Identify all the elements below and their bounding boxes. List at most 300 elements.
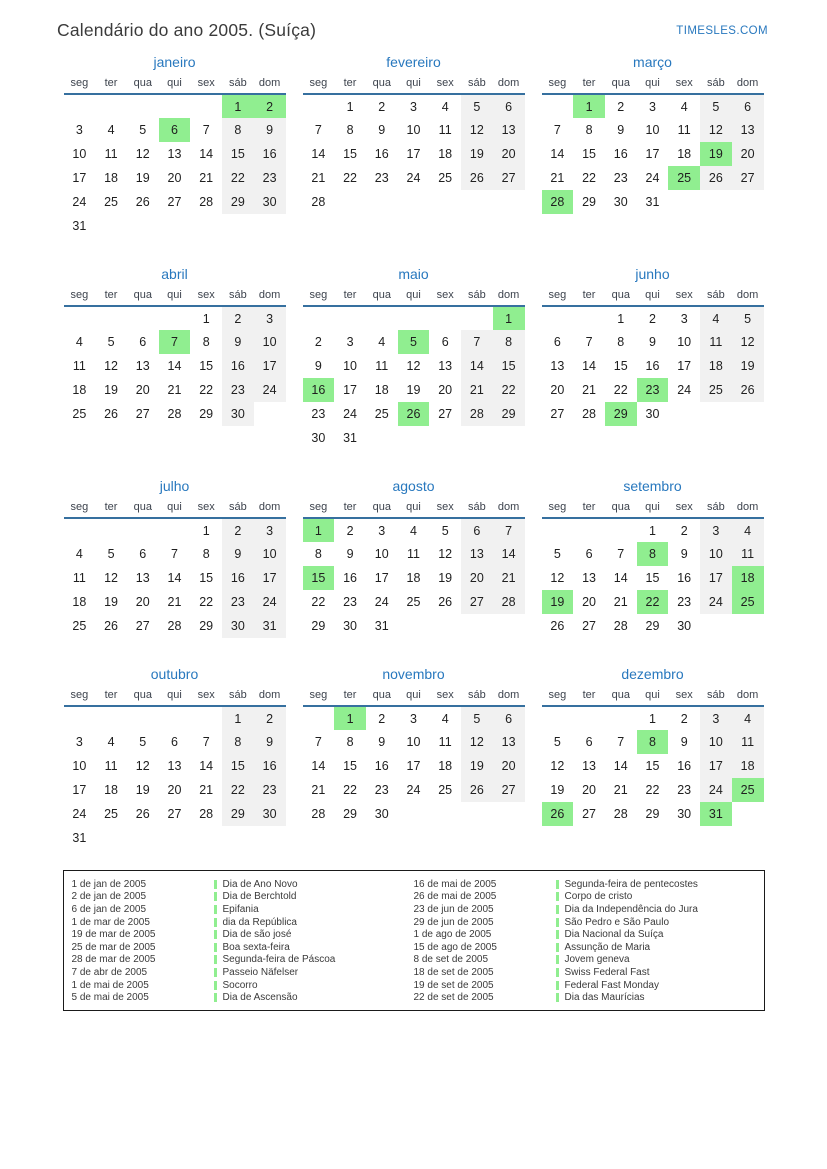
day-cell: 2 (254, 706, 286, 730)
day-cell: 7 (202, 123, 210, 137)
day-cell: 3 (75, 123, 83, 137)
weekday-label: dom (732, 501, 764, 518)
day-cell: 26 (550, 619, 565, 633)
month-title: junho (635, 266, 670, 282)
weekday-label: ter (573, 77, 605, 94)
day-cell: 12 (550, 759, 565, 773)
legend-column (72, 878, 414, 1004)
day-cell: 8 (202, 335, 210, 349)
empty-cell (493, 190, 525, 214)
day-cell: 16 (222, 566, 254, 590)
month-title: maio (398, 266, 429, 282)
day-cell: 29 (645, 807, 660, 821)
day-cell: 14 (613, 571, 628, 585)
day-cell: 24 (677, 383, 692, 397)
empty-cell (732, 190, 764, 214)
day-cell: 27 (582, 619, 596, 633)
weekday-label: sáb (700, 689, 732, 706)
day-cell: 28 (167, 407, 182, 421)
weekday-label: qui (398, 77, 430, 94)
day-cell: 24 (254, 378, 286, 402)
day-cell: 25 (374, 407, 389, 421)
day-cell: 9 (222, 330, 254, 354)
month-calendar (64, 54, 286, 238)
day-cell: 9 (222, 542, 254, 566)
day-cell: 22 (493, 378, 525, 402)
day-cell: 27 (732, 166, 764, 190)
holiday-day-cell: 26 (398, 402, 430, 426)
day-cell: 18 (374, 383, 389, 397)
brand-link[interactable]: TIMESLES.COM (676, 25, 768, 37)
empty-cell (127, 826, 159, 850)
day-cell: 26 (461, 166, 493, 190)
month-calendar (303, 666, 525, 826)
month-table (542, 689, 764, 826)
empty-cell (64, 518, 96, 542)
weekday-label: seg (64, 77, 96, 94)
day-cell: 1 (202, 523, 210, 538)
month-calendar (64, 266, 286, 426)
empty-cell (159, 306, 191, 330)
empty-cell (732, 614, 764, 638)
day-cell: 8 (222, 730, 254, 754)
legend-entry (72, 979, 414, 992)
day-cell: 25 (72, 407, 87, 421)
empty-cell (700, 402, 732, 426)
weekday-label: dom (254, 501, 286, 518)
weekday-label: ter (334, 501, 366, 518)
day-cell: 7 (553, 123, 561, 137)
day-cell: 11 (700, 330, 732, 354)
day-cell: 3 (409, 99, 417, 114)
day-cell: 2 (648, 311, 656, 326)
holiday-marker-icon (556, 905, 559, 914)
empty-cell (461, 614, 493, 638)
weekday-label: sex (190, 289, 222, 306)
day-cell: 22 (645, 783, 660, 797)
weekday-label: sáb (222, 77, 254, 94)
legend-entry (72, 966, 414, 979)
weekday-label: qui (637, 289, 669, 306)
day-cell: 25 (700, 378, 732, 402)
weekday-label: sáb (461, 501, 493, 518)
legend-entry (414, 954, 756, 967)
day-cell: 28 (613, 807, 628, 821)
holiday-day-cell: 25 (732, 778, 764, 802)
legend-date: 26 de mai de 2005 (413, 891, 497, 903)
holiday-day-cell: 23 (637, 378, 669, 402)
day-cell: 4 (75, 547, 83, 561)
weekday-label: sáb (700, 289, 732, 306)
empty-cell (398, 802, 430, 826)
day-cell: 3 (254, 518, 286, 542)
weekday-label: dom (732, 289, 764, 306)
day-cell: 14 (199, 759, 214, 773)
day-cell: 6 (585, 547, 593, 561)
legend-date: 16 de mai de 2005 (413, 878, 497, 890)
day-cell: 4 (732, 706, 764, 730)
day-cell: 31 (343, 431, 357, 445)
weekday-label: seg (303, 77, 335, 94)
month-table (542, 77, 764, 214)
day-cell: 27 (135, 407, 150, 421)
weekday-label: sex (190, 501, 222, 518)
empty-cell (542, 518, 574, 542)
holiday-day-cell: 18 (732, 566, 764, 590)
day-cell: 17 (374, 571, 389, 585)
weekday-label: dom (732, 77, 764, 94)
day-cell: 7 (617, 547, 625, 561)
empty-cell (222, 214, 254, 238)
weekday-label: dom (493, 689, 525, 706)
empty-cell (429, 190, 461, 214)
day-cell: 5 (441, 523, 449, 538)
weekday-label: seg (542, 689, 574, 706)
day-cell: 15 (199, 571, 214, 585)
day-cell: 31 (72, 219, 87, 233)
day-cell: 9 (314, 359, 322, 373)
day-cell: 19 (732, 354, 764, 378)
day-cell: 21 (167, 383, 182, 397)
day-cell: 6 (461, 518, 493, 542)
day-cell: 3 (409, 711, 417, 726)
day-cell: 7 (461, 330, 493, 354)
weekday-label: qui (637, 689, 669, 706)
legend-name: Federal Fast Monday (564, 979, 659, 991)
weekday-label: sáb (461, 77, 493, 94)
day-cell: 13 (732, 118, 764, 142)
day-cell: 20 (438, 383, 453, 397)
weekday-label: seg (303, 289, 335, 306)
day-cell: 9 (617, 123, 625, 137)
day-cell: 30 (222, 402, 254, 426)
legend-entry (414, 878, 756, 891)
day-cell: 5 (107, 547, 115, 561)
weekday-label: dom (254, 289, 286, 306)
month-calendar (542, 666, 764, 826)
day-cell: 29 (311, 619, 326, 633)
weekday-label: dom (493, 501, 525, 518)
day-cell: 16 (677, 571, 692, 585)
day-cell: 14 (167, 359, 182, 373)
day-cell: 16 (613, 147, 628, 161)
legend-entry (414, 979, 756, 992)
holiday-marker-icon (214, 905, 217, 914)
month-calendar (64, 478, 286, 638)
day-cell: 20 (167, 783, 182, 797)
weekday-label: qui (159, 689, 191, 706)
day-cell: 23 (222, 590, 254, 614)
day-cell: 6 (553, 335, 561, 349)
day-cell: 23 (374, 783, 389, 797)
empty-cell (127, 306, 159, 330)
empty-cell (668, 190, 700, 214)
month-calendar (64, 666, 286, 850)
weekday-label: qua (127, 289, 159, 306)
day-cell: 23 (254, 166, 286, 190)
holiday-day-cell: 16 (303, 378, 335, 402)
day-cell: 23 (311, 407, 326, 421)
day-cell: 11 (104, 759, 118, 773)
holiday-day-cell: 29 (605, 402, 637, 426)
holiday-day-cell: 5 (398, 330, 430, 354)
day-cell: 26 (104, 407, 118, 421)
empty-cell (493, 426, 525, 450)
day-cell: 19 (461, 754, 493, 778)
day-cell: 18 (104, 783, 118, 797)
day-cell: 8 (493, 330, 525, 354)
empty-cell (254, 402, 286, 426)
month-calendar (542, 54, 764, 214)
legend-name: Corpo de cristo (564, 891, 633, 903)
weekday-label: qui (637, 501, 669, 518)
day-cell: 21 (613, 595, 628, 609)
legend-entry (414, 991, 756, 1004)
empty-cell (573, 518, 605, 542)
weekday-label: qui (398, 289, 430, 306)
empty-cell (429, 802, 461, 826)
day-cell: 3 (648, 99, 656, 114)
holiday-marker-icon (556, 993, 559, 1002)
day-cell: 19 (135, 171, 150, 185)
weekday-label: sex (429, 689, 461, 706)
day-cell: 25 (406, 595, 421, 609)
legend-entry (414, 966, 756, 979)
day-cell: 3 (700, 518, 732, 542)
day-cell: 3 (680, 311, 688, 326)
day-cell: 11 (438, 735, 452, 749)
legend-entry (414, 928, 756, 941)
day-cell: 16 (645, 359, 660, 373)
day-cell: 10 (406, 123, 421, 137)
holiday-day-cell: 26 (542, 802, 574, 826)
empty-cell (700, 190, 732, 214)
day-cell: 17 (254, 566, 286, 590)
day-cell: 2 (222, 518, 254, 542)
day-cell: 25 (104, 807, 118, 821)
weekday-label: sáb (222, 289, 254, 306)
day-cell: 30 (677, 619, 692, 633)
legend-entry (414, 903, 756, 916)
holiday-marker-icon (214, 993, 217, 1002)
day-cell: 15 (199, 359, 214, 373)
day-cell: 11 (406, 547, 420, 561)
months-grid (64, 54, 764, 850)
legend-date: 6 de jan de 2005 (71, 903, 147, 915)
day-cell: 22 (222, 166, 254, 190)
day-cell: 14 (311, 147, 326, 161)
month-title: abril (161, 266, 188, 282)
day-cell: 24 (72, 807, 87, 821)
day-cell: 28 (613, 619, 628, 633)
weekday-label: ter (334, 289, 366, 306)
month-title: janeiro (153, 54, 196, 70)
day-cell: 28 (582, 407, 596, 421)
day-cell: 12 (104, 571, 118, 585)
holiday-day-cell: 1 (493, 306, 525, 330)
empty-cell (732, 802, 764, 826)
day-cell: 6 (732, 94, 764, 118)
day-cell: 12 (104, 359, 118, 373)
empty-cell (159, 826, 191, 850)
day-cell: 4 (700, 306, 732, 330)
legend-name: Boa sexta-feira (222, 941, 290, 953)
day-cell: 18 (72, 595, 87, 609)
day-cell: 19 (406, 383, 421, 397)
holiday-marker-icon (214, 943, 217, 952)
weekday-label: qui (159, 77, 191, 94)
holiday-day-cell: 7 (159, 330, 191, 354)
month-table (542, 289, 764, 426)
day-cell: 2 (378, 99, 386, 114)
day-cell: 26 (135, 195, 150, 209)
empty-cell (429, 426, 461, 450)
day-cell: 9 (346, 547, 354, 561)
legend-date: 23 de jun de 2005 (413, 903, 494, 915)
legend-entry (72, 954, 414, 967)
empty-cell (334, 306, 366, 330)
day-cell: 11 (677, 123, 691, 137)
weekday-label: ter (95, 689, 127, 706)
day-cell: 28 (311, 195, 326, 209)
month-table (303, 289, 525, 450)
day-cell: 30 (613, 195, 628, 209)
weekday-label: dom (732, 689, 764, 706)
day-cell: 25 (72, 619, 87, 633)
legend-name: Dia Nacional da Suíça (564, 929, 664, 941)
month-title: dezembro (621, 666, 684, 682)
day-cell: 30 (645, 407, 660, 421)
day-cell: 9 (378, 123, 386, 137)
day-cell: 26 (700, 166, 732, 190)
weekday-label: seg (303, 501, 335, 518)
legend-name: Swiss Federal Fast (564, 966, 650, 978)
legend-date: 2 de jan de 2005 (71, 891, 147, 903)
day-cell: 29 (222, 190, 254, 214)
day-cell: 20 (135, 383, 150, 397)
weekday-label: ter (573, 289, 605, 306)
weekday-label: ter (334, 77, 366, 94)
holiday-marker-icon (214, 880, 217, 889)
legend-name: Dia de Berchtold (222, 891, 297, 903)
day-cell: 20 (732, 142, 764, 166)
day-cell: 6 (493, 706, 525, 730)
day-cell: 9 (648, 335, 656, 349)
day-cell: 6 (585, 735, 593, 749)
empty-cell (127, 214, 159, 238)
day-cell: 11 (72, 359, 86, 373)
day-cell: 5 (139, 123, 147, 137)
day-cell: 5 (732, 306, 764, 330)
day-cell: 13 (493, 118, 525, 142)
holiday-marker-icon (214, 918, 217, 927)
day-cell: 4 (680, 99, 688, 114)
day-cell: 16 (254, 142, 286, 166)
legend-entry (414, 941, 756, 954)
holiday-marker-icon (556, 968, 559, 977)
day-cell: 2 (222, 306, 254, 330)
empty-cell (254, 214, 286, 238)
legend-columns (72, 878, 756, 1004)
holiday-day-cell: 2 (254, 94, 286, 118)
day-cell: 13 (461, 542, 493, 566)
month-table (64, 501, 286, 638)
legend-date: 5 de mai de 2005 (71, 992, 149, 1004)
holiday-day-cell: 1 (334, 706, 366, 730)
day-cell: 5 (107, 335, 115, 349)
day-cell: 29 (343, 807, 357, 821)
weekday-label: qua (366, 289, 398, 306)
day-cell: 20 (167, 171, 182, 185)
legend-column (414, 878, 756, 1004)
day-cell: 11 (732, 542, 764, 566)
day-cell: 29 (222, 802, 254, 826)
month-table (64, 289, 286, 426)
day-cell: 3 (346, 335, 354, 349)
day-cell: 27 (167, 807, 182, 821)
day-cell: 6 (139, 547, 147, 561)
day-cell: 29 (582, 195, 596, 209)
empty-cell (429, 614, 461, 638)
page-header (0, 0, 827, 41)
day-cell: 24 (406, 171, 421, 185)
empty-cell (64, 706, 96, 730)
day-cell: 22 (199, 595, 214, 609)
day-cell: 25 (104, 195, 118, 209)
day-cell: 18 (438, 759, 453, 773)
holiday-day-cell: 25 (668, 166, 700, 190)
weekday-label: ter (334, 689, 366, 706)
day-cell: 9 (254, 118, 286, 142)
empty-cell (398, 426, 430, 450)
day-cell: 8 (202, 547, 210, 561)
weekday-label: seg (303, 689, 335, 706)
day-cell: 15 (343, 147, 357, 161)
day-cell: 10 (406, 735, 421, 749)
legend-date: 18 de set de 2005 (413, 966, 494, 978)
empty-cell (700, 614, 732, 638)
day-cell: 10 (254, 330, 286, 354)
empty-cell (542, 94, 574, 118)
day-cell: 25 (438, 783, 453, 797)
month-title: julho (159, 478, 190, 494)
empty-cell (254, 826, 286, 850)
day-cell: 31 (645, 195, 660, 209)
day-cell: 13 (167, 759, 182, 773)
weekday-label: sex (668, 77, 700, 94)
day-cell: 17 (254, 354, 286, 378)
day-cell: 13 (582, 759, 596, 773)
weekday-label: sáb (222, 689, 254, 706)
month-title: agosto (392, 478, 435, 494)
day-cell: 28 (199, 807, 214, 821)
empty-cell (605, 706, 637, 730)
day-cell: 22 (311, 595, 326, 609)
day-cell: 31 (72, 831, 87, 845)
day-cell: 12 (406, 359, 421, 373)
legend-date: 1 de mar de 2005 (71, 916, 150, 928)
day-cell: 3 (254, 306, 286, 330)
day-cell: 18 (732, 754, 764, 778)
day-cell: 10 (343, 359, 357, 373)
day-cell: 8 (585, 123, 593, 137)
day-cell: 24 (700, 778, 732, 802)
weekday-label: ter (95, 77, 127, 94)
day-cell: 15 (493, 354, 525, 378)
legend-name: Assunção de Maria (564, 941, 651, 953)
empty-cell (127, 706, 159, 730)
day-cell: 15 (222, 754, 254, 778)
